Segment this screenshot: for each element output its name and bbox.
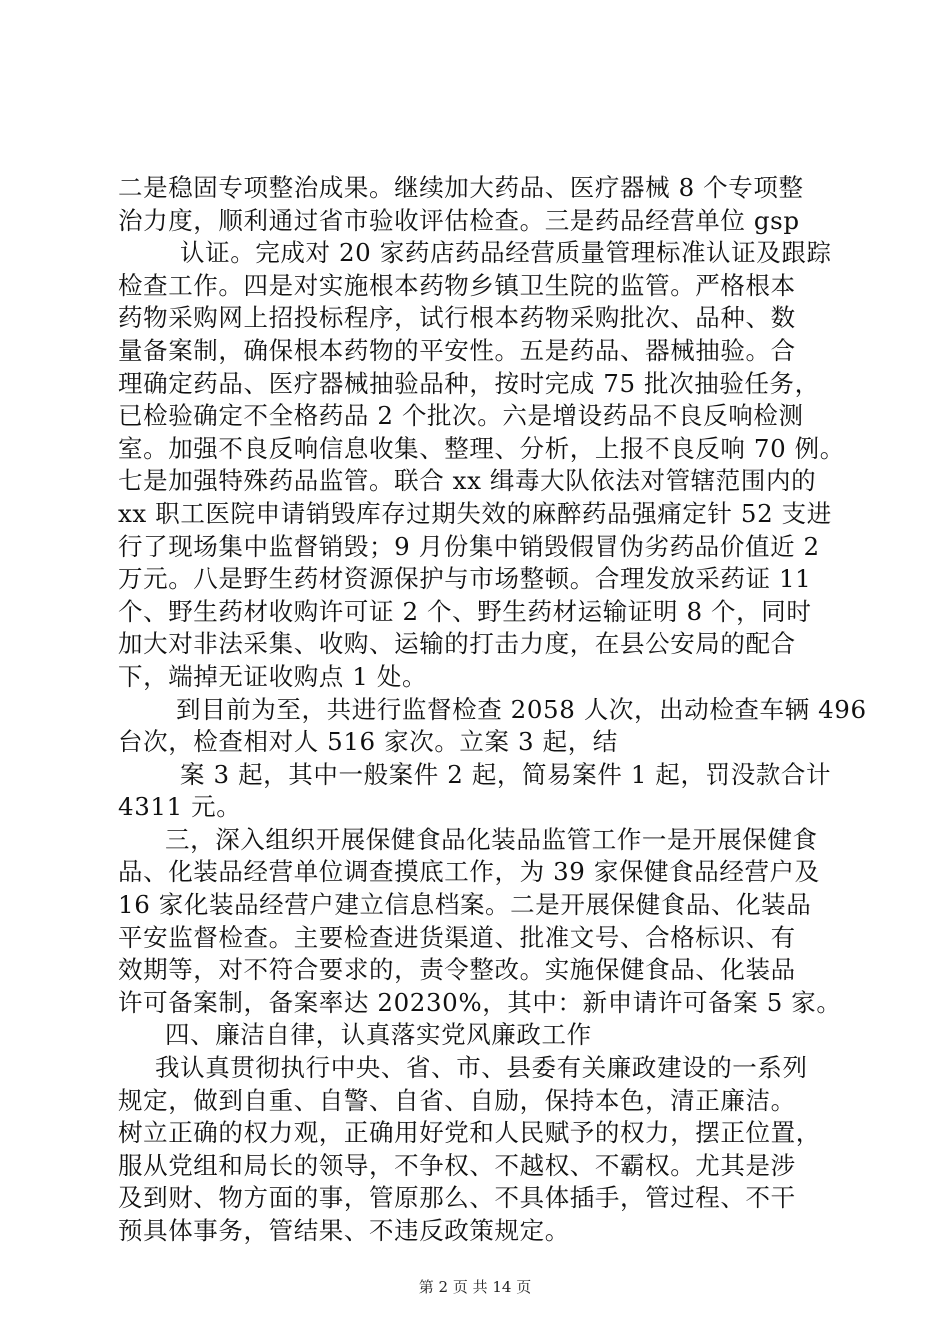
text-line: 治力度，顺利通过省市验收评估检查。三是药品经营单位 gsp	[118, 205, 800, 235]
document-body	[118, 172, 867, 1248]
text-line: 下，端掉无证收购点 1 处。	[118, 661, 428, 691]
text-line: 规定，做到自重、自警、自省、自励，保持本色，清正廉洁。	[118, 1085, 796, 1115]
text-line: 4311 元。	[118, 792, 242, 822]
text-line: 认证。完成对 20 家药店药品经营质量管理标准认证及跟踪	[180, 238, 832, 268]
text-line: 服从党组和局长的领导，不争权、不越权、不霸权。尤其是涉	[118, 1150, 796, 1180]
text-line: 品、化装品经营单位调查摸底工作，为 39 家保健食品经营户及	[118, 857, 820, 887]
text-line: 室。加强不良反响信息收集、整理、分析，上报不良反响 70 例。	[118, 433, 845, 463]
text-line: xx 职工医院申请销毁库存过期失效的麻醉药品强痛定针 52 支进	[118, 498, 832, 528]
text-line: 到目前为至，共进行监督检查 2058 人次，出动检查车辆 496	[176, 694, 867, 724]
text-line: 四、廉洁自律，认真落实党风廉政工作	[165, 1020, 592, 1050]
text-line: 许可备案制，备案率达 20230%，其中：新申请许可备案 5 家。	[118, 987, 842, 1017]
page-footer: 第 2 页 共 14 页	[418, 1278, 532, 1296]
text-line: 二是稳固专项整治成果。继续加大药品、医疗器械 8 个专项整	[118, 173, 804, 202]
text-line: 万元。八是野生药材资源保护与市场整顿。合理发放采药证 11	[118, 564, 812, 594]
text-line: 药物采购网上招投标程序，试行根本药物采购批次、品种、数	[118, 303, 796, 333]
text-line: 理确定药品、医疗器械抽验品种，按时完成 75 批次抽验任务，	[118, 368, 820, 398]
text-line: 及到财、物方面的事，管原那么、不具体插手，管过程、不干	[118, 1183, 796, 1213]
text-line: 量备案制，确保根本药物的平安性。五是药品、器械抽验。合	[118, 335, 796, 365]
text-line: 已检验确定不全格药品 2 个批次。六是增设药品不良反响检测	[118, 401, 804, 431]
text-line: 我认真贯彻执行中央、省、市、县委有关廉政建设的一系列	[155, 1053, 808, 1083]
text-line: 平安监督检查。主要检查进货渠道、批准文号、合格标识、有	[118, 922, 796, 952]
text-line: 案 3 起，其中一般案件 2 起，简易案件 1 起，罚没款合计	[180, 759, 832, 789]
text-line: 七是加强特殊药品监管。联合 xx 缉毒大队依法对管辖范围内的	[118, 466, 817, 496]
text-line: 效期等，对不符合要求的，责令整改。实施保健食品、化装品	[118, 955, 796, 985]
text-line: 三，深入组织开展保健食品化装品监管工作一是开展保健食	[165, 824, 818, 854]
text-line: 台次，检查相对人 516 家次。立案 3 起，结	[118, 727, 618, 757]
text-line: 加大对非法采集、收购、运输的打击力度，在县公安局的配合	[118, 629, 796, 659]
text-line: 检查工作。四是对实施根本药物乡镇卫生院的监管。严格根本	[118, 270, 796, 300]
text-line: 树立正确的权力观，正确用好党和人民赋予的权力，摆正位置，	[118, 1118, 821, 1148]
text-line: 16 家化装品经营户建立信息档案。二是开展保健食品、化装品	[118, 890, 812, 920]
text-line: 行了现场集中监督销毁；9 月份集中销毁假冒伪劣药品价值近 2	[118, 531, 820, 561]
text-line: 个、野生药材收购许可证 2 个、野生药材运输证明 8 个，同时	[118, 596, 812, 626]
text-line: 预具体事务，管结果、不违反政策规定。	[118, 1216, 570, 1245]
